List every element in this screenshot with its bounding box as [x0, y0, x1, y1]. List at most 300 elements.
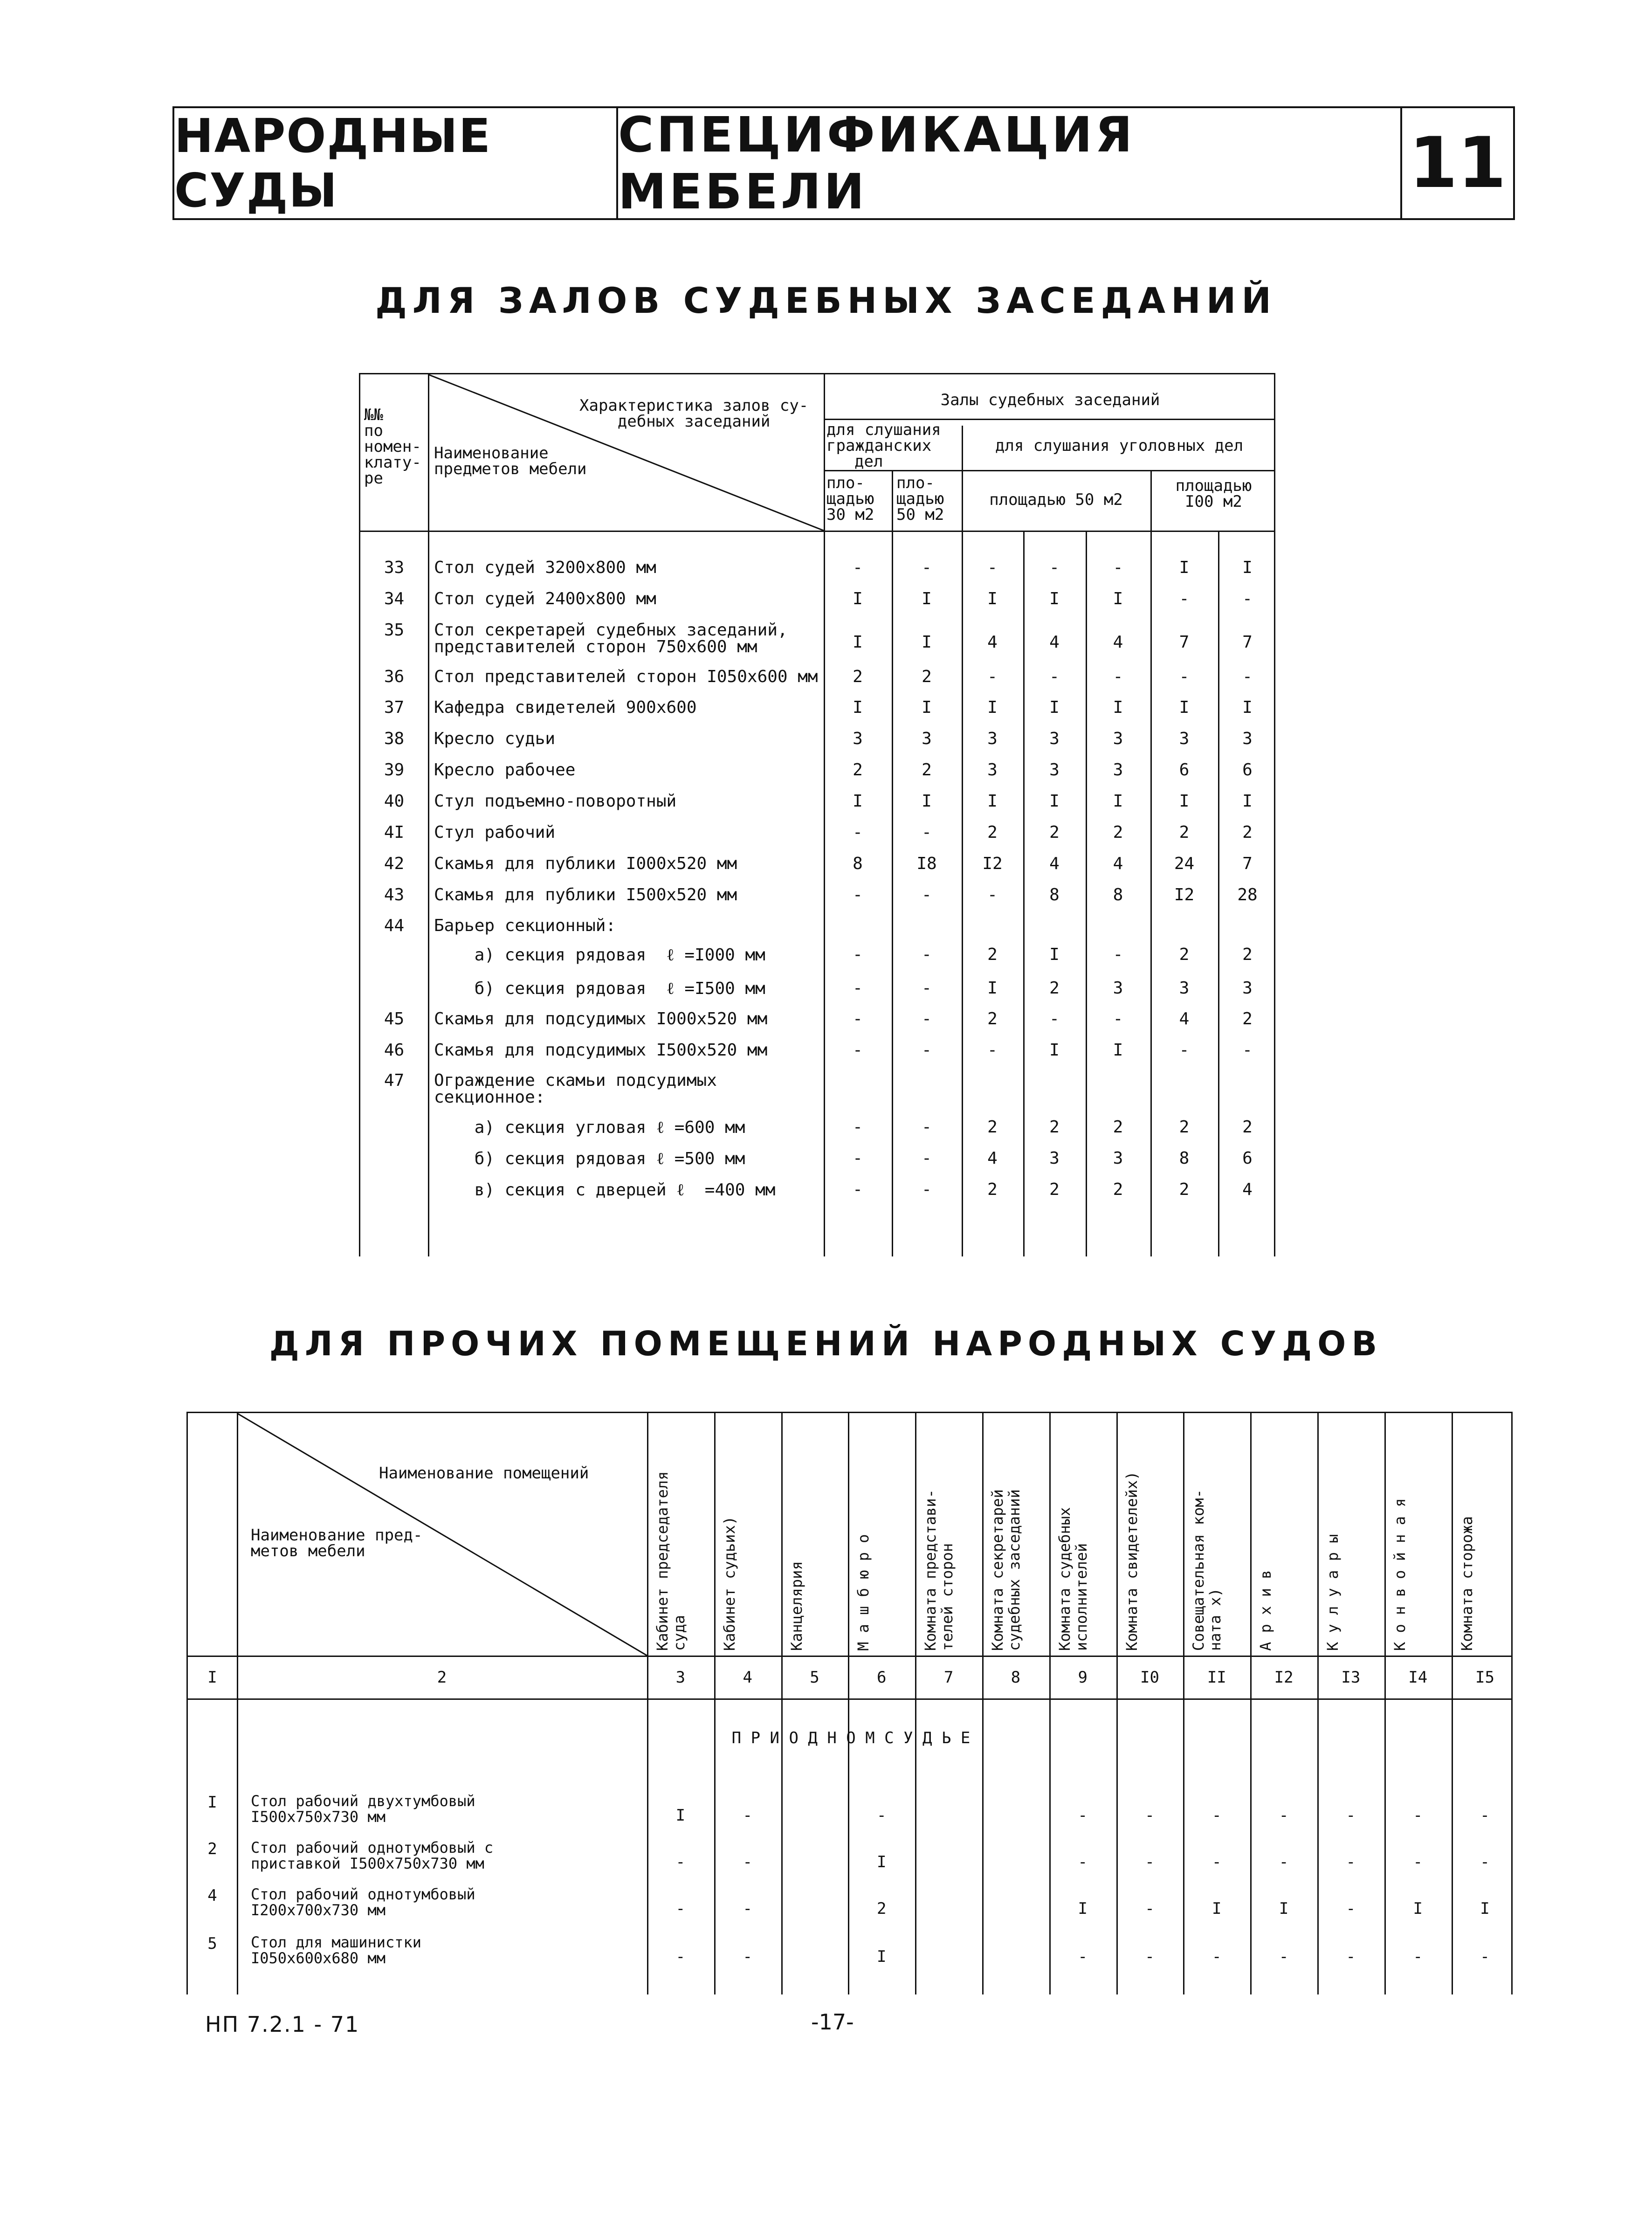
subheading-one-judge: П Р И О Д Н О М С У Д Ь Е	[731, 1729, 971, 1747]
room-name-line: Кабинет судьиx)	[720, 1516, 738, 1651]
quantity-cell: -	[1179, 1041, 1190, 1060]
quantity-cell: I	[1179, 792, 1190, 811]
quantity-cell: -	[1145, 1806, 1155, 1825]
quantity-cell: 3	[987, 729, 998, 748]
quantity-cell: -	[675, 1899, 686, 1918]
criminal-header: для слушания уголовных дел	[995, 436, 1244, 455]
civil-50-header	[896, 475, 944, 523]
section2-title: ДЛЯ ПРОЧИХ ПОМЕЩЕНИЙ НАРОДНЫХ СУДОВ	[269, 1324, 1383, 1363]
num-col-line: по	[364, 421, 383, 440]
quantity-cell: -	[1346, 1853, 1356, 1871]
item-name: Барьер секционный:	[434, 916, 616, 935]
sheet-number: 11	[1409, 123, 1507, 204]
quantity-cell: 4	[987, 1149, 998, 1168]
quantity-cell: -	[1078, 1806, 1088, 1825]
row-number: 44	[384, 916, 405, 935]
quantity-cell: I	[922, 633, 932, 652]
quantity-cell: 2	[1242, 945, 1253, 964]
quantity-cell: -	[1049, 667, 1060, 686]
quantity-cell: 3	[1179, 729, 1190, 748]
room-name-line: Комната свидетелейx)	[1122, 1471, 1141, 1651]
row-number: 4I	[384, 823, 405, 842]
quantity-cell: 8	[1049, 885, 1060, 904]
quantity-cell: 3	[1049, 1149, 1060, 1168]
quantity-cell: -	[1480, 1806, 1490, 1825]
quantity-cell: I	[1242, 558, 1253, 577]
quantity-cell: -	[922, 1149, 932, 1168]
item-name-line: приставкой I500х750х730 мм	[251, 1855, 484, 1872]
quantity-cell: I	[922, 792, 932, 811]
quantity-cell: -	[743, 1947, 752, 1966]
column-number: 3	[675, 1668, 686, 1687]
quantity-cell: -	[1413, 1853, 1423, 1871]
table-row	[360, 1111, 1274, 1142]
quantity-cell: -	[1242, 589, 1253, 608]
divider	[188, 1656, 1511, 1657]
column-number: 8	[1011, 1668, 1021, 1687]
crim-100-line: площадью	[1175, 476, 1252, 495]
item-name-line: I200х700х730 мм	[251, 1901, 385, 1919]
row-number: 5	[207, 1934, 217, 1953]
quantity-cell: 2	[853, 760, 863, 780]
halls-header: Залы судебных заседаний	[940, 391, 1160, 409]
quantity-cell: I	[1049, 698, 1060, 717]
table-row	[360, 1003, 1274, 1034]
room-name-line: К у л у а р ы	[1324, 1534, 1342, 1651]
quantity-cell: I	[1242, 792, 1253, 811]
column-number: I2	[1274, 1668, 1294, 1687]
quantity-cell: I	[1049, 945, 1060, 964]
row-number: 37	[384, 698, 405, 717]
item-name: Скамья для публики I000х520 мм	[434, 854, 737, 873]
crim-100-line: I00 м2	[1185, 492, 1242, 511]
room-column-header	[1317, 1413, 1384, 1651]
room-column-header	[915, 1413, 982, 1651]
item-name: Скамья для подсудимых I000х520 мм	[434, 1009, 768, 1028]
quantity-cell: 4	[1049, 854, 1060, 873]
table-row	[360, 1142, 1274, 1173]
quantity-cell: 3	[922, 729, 932, 748]
quantity-cell: -	[853, 1009, 863, 1028]
item-name-line: Стол рабочий однотумбовый с	[251, 1839, 494, 1856]
quantity-cell: I	[1279, 1899, 1289, 1918]
civil-50-line: 50 м2	[896, 505, 944, 524]
header-center-title: СПЕЦИФИКАЦИЯ МЕБЕЛИ	[618, 108, 1402, 218]
room-column-header	[982, 1413, 1049, 1651]
quantity-cell: -	[1480, 1853, 1490, 1871]
num-col-line: номен-	[364, 437, 421, 456]
room-column-header	[1384, 1413, 1452, 1651]
item-name: Кафедра свидетелей 900х600	[434, 698, 697, 717]
quantity-cell: -	[1078, 1947, 1088, 1966]
quantity-cell: 7	[1242, 854, 1253, 873]
quantity-cell: 3	[1113, 979, 1123, 998]
quantity-cell: 3	[987, 760, 998, 780]
quantity-cell: 2	[987, 823, 998, 842]
column-number: I3	[1341, 1668, 1361, 1687]
item-name: б) секция рядовая ℓ =I500 мм	[434, 979, 765, 998]
quantity-cell: -	[987, 667, 998, 686]
quantity-cell: I	[987, 698, 998, 717]
quantity-cell: 3	[1049, 760, 1060, 780]
quantity-cell: I2	[1174, 885, 1195, 904]
room-name-line: ната x)	[1206, 1588, 1225, 1651]
civil-30-line: пло-	[826, 474, 865, 492]
row-number: 33	[384, 558, 405, 577]
item-name-line: I050х600х680 мм	[251, 1949, 385, 1967]
quantity-cell: 28	[1237, 885, 1258, 904]
diag-line: метов мебели	[251, 1542, 365, 1560]
quantity-cell: -	[1179, 667, 1190, 686]
diag-top-label: Наименование помещений	[379, 1464, 589, 1483]
table-row	[360, 972, 1274, 1003]
room-name-line: К о н в о й н а я	[1390, 1498, 1409, 1651]
quantity-cell: -	[1179, 589, 1190, 608]
quantity-cell: 2	[1179, 823, 1190, 842]
civil-line: дел	[854, 452, 883, 471]
table-row	[360, 1173, 1274, 1205]
quantity-cell: I	[987, 589, 998, 608]
quantity-cell: 2	[1242, 1118, 1253, 1137]
table-row	[360, 848, 1274, 879]
row-number: 46	[384, 1041, 405, 1060]
column-number: 4	[743, 1668, 752, 1687]
quantity-cell: I	[1113, 1041, 1123, 1060]
item-name: Стол представителей сторон I050х600 мм	[434, 667, 818, 686]
quantity-cell: -	[853, 885, 863, 904]
item-name: Скамья для публики I500х520 мм	[434, 885, 737, 904]
table-row	[360, 1034, 1274, 1065]
quantity-cell: -	[1242, 1041, 1253, 1060]
quantity-cell: 2	[1113, 823, 1123, 842]
quantity-cell: I	[1078, 1899, 1088, 1918]
header-left-title: НАРОДНЫЕ СУДЫ	[174, 108, 618, 218]
quantity-cell: -	[675, 1947, 686, 1966]
quantity-cell: -	[877, 1806, 887, 1825]
room-name-line: суда	[670, 1615, 688, 1651]
quantity-cell: I	[1212, 1899, 1222, 1918]
table-row	[360, 1064, 1274, 1107]
quantity-cell: I	[853, 589, 863, 608]
quantity-cell: -	[922, 558, 932, 577]
room-name-line: М а ш б ю р о	[854, 1534, 873, 1651]
row-number: 35	[384, 621, 405, 640]
quantity-cell: -	[853, 945, 863, 964]
quantity-cell: -	[922, 979, 932, 998]
quantity-cell: 2	[1113, 1180, 1123, 1199]
quantity-cell: 2	[922, 667, 932, 686]
column-number: I0	[1140, 1668, 1159, 1687]
item-name-line: Стол для машинистки	[251, 1933, 422, 1951]
room-column-header	[1250, 1413, 1317, 1651]
room-name-line: Комната секретарей	[989, 1489, 1006, 1651]
room-name-line: Совещательная ком-	[1190, 1489, 1208, 1651]
column-number: I4	[1408, 1668, 1428, 1687]
quantity-cell: -	[1212, 1947, 1222, 1966]
quantity-cell: -	[922, 1041, 932, 1060]
quantity-cell: I	[1049, 589, 1060, 608]
quantity-cell: -	[1212, 1853, 1222, 1871]
quantity-cell: I	[922, 589, 932, 608]
quantity-cell: -	[922, 1009, 932, 1028]
quantity-cell: I	[1179, 558, 1190, 577]
table-row	[360, 661, 1274, 692]
quantity-cell: 8	[1179, 1149, 1190, 1168]
quantity-cell: 2	[1049, 823, 1060, 842]
quantity-cell: 3	[1113, 1149, 1123, 1168]
quantity-cell: 2	[987, 1009, 998, 1028]
quantity-cell: 2	[1049, 979, 1060, 998]
quantity-cell: 2	[1242, 823, 1253, 842]
diag-top-label	[579, 398, 808, 429]
quantity-cell: I	[1049, 1041, 1060, 1060]
courtroom-furniture-table	[359, 373, 1275, 1256]
quantity-cell: -	[1480, 1947, 1490, 1966]
item-name: в) секция с дверцей ℓ =400 мм	[434, 1180, 776, 1200]
quantity-cell: 2	[1049, 1180, 1060, 1199]
quantity-cell: -	[853, 823, 863, 842]
row-number: 4	[207, 1886, 217, 1905]
quantity-cell: I	[987, 792, 998, 811]
quantity-cell: 2	[987, 945, 998, 964]
table-row	[360, 785, 1274, 816]
quantity-cell: I	[1242, 698, 1253, 717]
table-row	[360, 552, 1274, 583]
row-number: 36	[384, 667, 405, 686]
civil-30-line: щадью	[826, 490, 874, 508]
table-row	[360, 910, 1274, 941]
column-number: 2	[437, 1668, 447, 1687]
table-row	[360, 754, 1274, 785]
row-number: 40	[384, 792, 405, 811]
table-row	[360, 614, 1274, 656]
quantity-cell: 4	[987, 633, 998, 652]
item-name: Стол судей 2400х800 мм	[434, 589, 656, 608]
room-name-line: Комната представи-	[922, 1489, 940, 1651]
room-name-line: судебных заседаний	[1005, 1489, 1023, 1651]
num-col-header	[364, 407, 421, 486]
item-name: Кресло судьи	[434, 729, 556, 748]
diag-line: предметов мебели	[434, 460, 587, 478]
diag-line: Характеристика залов су-	[579, 396, 809, 415]
room-name-line: А р х и в	[1257, 1570, 1275, 1651]
room-column-header	[1183, 1413, 1250, 1651]
room-column-header	[714, 1413, 781, 1651]
quantity-cell: 4	[1113, 633, 1123, 652]
quantity-cell: 2	[987, 1118, 998, 1137]
room-name-line: Комната судебных	[1055, 1507, 1074, 1651]
quantity-cell: -	[1049, 558, 1060, 577]
quantity-cell: I	[675, 1806, 686, 1825]
quantity-cell: 2	[1179, 945, 1190, 964]
quantity-cell: 2	[1049, 1118, 1060, 1137]
section1-title: ДЛЯ ЗАЛОВ СУДЕБНЫХ ЗАСЕДАНИЙ	[375, 280, 1277, 321]
quantity-cell: -	[1145, 1853, 1155, 1871]
diag-bottom-label	[434, 445, 587, 477]
quantity-cell: -	[1346, 1899, 1356, 1918]
quantity-cell: 2	[922, 760, 932, 780]
quantity-cell: -	[1279, 1853, 1289, 1871]
quantity-cell: 6	[1179, 760, 1190, 780]
quantity-cell: 3	[1049, 729, 1060, 748]
quantity-cell: -	[1212, 1806, 1222, 1825]
row-number: I	[207, 1793, 217, 1812]
quantity-cell: 7	[1179, 633, 1190, 652]
quantity-cell: -	[1049, 1009, 1060, 1028]
quantity-cell: 8	[853, 854, 863, 873]
row-number: 45	[384, 1009, 405, 1028]
item-name-line2: секционное:	[434, 1088, 545, 1107]
quantity-cell: 2	[1242, 1009, 1253, 1028]
column-number: 5	[810, 1668, 819, 1687]
quantity-cell: -	[1078, 1853, 1088, 1871]
quantity-cell: -	[1113, 1009, 1123, 1028]
diag-line: Наименование	[434, 444, 549, 462]
row-number: 34	[384, 589, 405, 608]
table-row	[360, 691, 1274, 723]
civil-50-line: пло-	[896, 474, 935, 492]
quantity-cell: -	[922, 823, 932, 842]
divider	[824, 470, 1274, 471]
quantity-cell: 8	[1113, 885, 1123, 904]
quantity-cell: -	[922, 1118, 932, 1137]
table-row	[360, 816, 1274, 848]
quantity-cell: -	[1346, 1806, 1356, 1825]
row-number: 47	[384, 1071, 405, 1090]
item-name: Стул рабочий	[434, 823, 556, 842]
row-number: 42	[384, 854, 405, 873]
room-name-line: исполнителей	[1072, 1543, 1090, 1651]
quantity-cell: -	[1279, 1947, 1289, 1966]
quantity-cell: -	[743, 1899, 752, 1918]
quantity-cell: -	[1413, 1806, 1423, 1825]
quantity-cell: I	[1413, 1899, 1423, 1918]
quantity-cell: 24	[1174, 854, 1195, 873]
room-name-line: Кабинет председателя	[654, 1471, 671, 1651]
room-column-header	[647, 1413, 714, 1651]
room-column-header	[1049, 1413, 1116, 1651]
num-col-line: ре	[364, 469, 383, 488]
diag-line: Наименование пред-	[251, 1526, 423, 1545]
column-number: 6	[877, 1668, 887, 1687]
item-name: б) секция рядовая ℓ =500 мм	[434, 1149, 745, 1168]
diag-line: дебных заседаний	[617, 412, 771, 431]
item-name: Кресло рабочее	[434, 760, 576, 780]
quantity-cell: I	[1179, 698, 1190, 717]
page-header	[172, 106, 1515, 220]
quantity-cell: -	[853, 1118, 863, 1137]
quantity-cell: -	[987, 1041, 998, 1060]
quantity-cell: -	[853, 1149, 863, 1168]
room-column-header	[1116, 1413, 1184, 1651]
civil-header	[826, 422, 941, 469]
quantity-cell: 3	[853, 729, 863, 748]
item-name: Стол судей 3200х800 мм	[434, 558, 656, 577]
item-name-line: Стол рабочий двухтумбовый	[251, 1792, 475, 1810]
table-row	[360, 938, 1274, 970]
civil-line: гражданских	[826, 436, 932, 455]
table-row	[360, 583, 1274, 614]
civil-30-header	[826, 475, 874, 523]
divider	[360, 531, 1274, 532]
row-number: 38	[384, 729, 405, 748]
quantity-cell: -	[1113, 558, 1123, 577]
quantity-cell: -	[853, 1180, 863, 1199]
quantity-cell: -	[675, 1853, 686, 1871]
quantity-cell: 2	[1113, 1118, 1123, 1137]
item-name-line2: представителей сторон 750х600 мм	[434, 637, 757, 656]
quantity-cell: -	[1113, 667, 1123, 686]
quantity-cell: I	[1049, 792, 1060, 811]
quantity-cell: -	[987, 885, 998, 904]
quantity-cell: -	[1242, 667, 1253, 686]
quantity-cell: I	[922, 698, 932, 717]
quantity-cell: -	[853, 1041, 863, 1060]
room-name-line: Комната сторожа	[1458, 1516, 1476, 1651]
row-number: 43	[384, 885, 405, 904]
room-name-line: Канцелярия	[787, 1561, 805, 1651]
num-col-line: №№	[364, 406, 383, 424]
quantity-cell: 3	[1113, 760, 1123, 780]
table-row	[360, 723, 1274, 754]
quantity-cell: -	[1145, 1899, 1155, 1918]
civil-line: для слушания	[826, 421, 941, 439]
quantity-cell: 7	[1242, 633, 1253, 652]
crim-50-header: площадью 50 м2	[989, 490, 1123, 509]
civil-30-line: 30 м2	[826, 505, 874, 524]
room-column-header	[848, 1413, 915, 1651]
quantity-cell: 3	[1113, 729, 1123, 748]
quantity-cell: I	[1113, 698, 1123, 717]
quantity-cell: 2	[853, 667, 863, 686]
civil-50-line: щадью	[896, 490, 944, 508]
quantity-cell: 3	[1242, 729, 1253, 748]
quantity-cell: 3	[1242, 979, 1253, 998]
item-name-line: Стол рабочий однотумбовый	[251, 1885, 475, 1903]
quantity-cell: -	[987, 558, 998, 577]
item-name: а) секция рядовая ℓ =I000 мм	[434, 945, 765, 965]
room-name-line: телей сторон	[938, 1543, 957, 1651]
page-number: -17-	[811, 2009, 854, 2035]
quantity-cell: -	[1279, 1806, 1289, 1825]
quantity-cell: -	[743, 1853, 752, 1871]
quantity-cell: -	[1413, 1947, 1423, 1966]
quantity-cell: -	[853, 558, 863, 577]
quantity-cell: -	[922, 1180, 932, 1199]
quantity-cell: -	[853, 979, 863, 998]
row-number: 39	[384, 760, 405, 780]
quantity-cell: I	[1113, 792, 1123, 811]
quantity-cell: 3	[1179, 979, 1190, 998]
row-number: 2	[207, 1840, 217, 1858]
crim-100-header	[1150, 478, 1277, 510]
divider	[188, 1698, 1511, 1700]
quantity-cell: 4	[1113, 854, 1123, 873]
item-name: Ограждение скамьи подсудимых	[434, 1071, 717, 1090]
quantity-cell: -	[1145, 1947, 1155, 1966]
quantity-cell: 6	[1242, 760, 1253, 780]
quantity-cell: 2	[987, 1180, 998, 1199]
num-col-line: клату-	[364, 453, 421, 472]
quantity-cell: -	[1113, 945, 1123, 964]
item-name: Стол секретарей судебных заседаний,	[434, 621, 788, 640]
quantity-cell: -	[743, 1806, 752, 1825]
quantity-cell: I2	[982, 854, 1003, 873]
divider	[824, 419, 1274, 420]
item-name: Скамья для подсудимых I500х520 мм	[434, 1041, 768, 1060]
quantity-cell: I	[877, 1947, 887, 1966]
item-name: Стул подъемно-поворотный	[434, 792, 677, 811]
